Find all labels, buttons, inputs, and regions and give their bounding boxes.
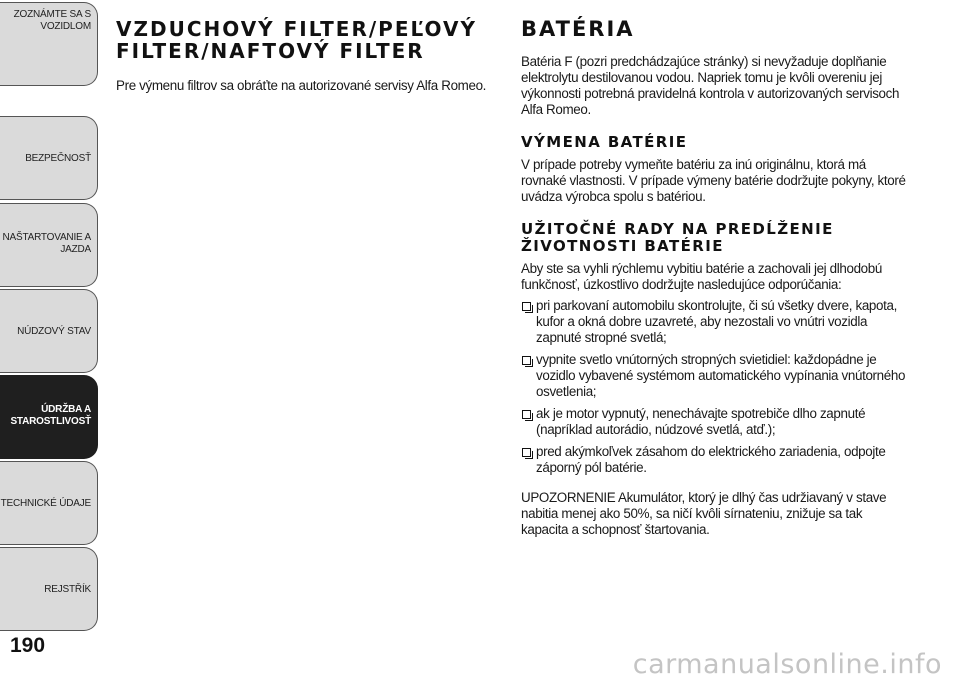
list-item-text: vypnite svetlo vnútorných stropných svietidiel: každopádne je vozidlo vybavené systémom automatického vypínania vnútorného osvetlenia; <box>536 352 906 399</box>
filter-heading: VZDUCHOVÝ FILTER/PEĽOVÝ FILTER/NAFTOVÝ FILTER <box>116 17 477 63</box>
tab-technical-data[interactable] <box>0 461 98 545</box>
watermark: carmanualsonline.info <box>632 649 942 680</box>
battery-tips-intro: Aby ste sa vyhli rýchlemu vybitiu batérie a zachovali jej dlhodobú funkčnosť, úzkostlivo dodržujte nasledujúce odporúčania: <box>521 261 882 292</box>
list-item <box>521 352 906 400</box>
list-item-text: ak je motor vypnutý, nenechávajte spotrebiče dlho zapnuté (napríklad autorádio, núdzové svetlá, atď.); <box>536 406 866 437</box>
tab-label: ÚDRŽBA A STAROSTLIVOSŤ <box>10 404 91 427</box>
battery-tips-heading: UŽITOČNÉ RADY NA PREDĹŽENIE ŽIVOTNOSTI BATÉRIE <box>521 220 834 255</box>
tab-label: ZOZNÁMTE SA S VOZIDLOM <box>13 9 91 32</box>
checkbox-bullet-icon <box>522 448 531 457</box>
left-column <box>116 18 490 94</box>
tab-label: TECHNICKÉ ÚDAJE <box>0 498 91 509</box>
checkbox-bullet-icon <box>522 356 531 365</box>
checkbox-bullet-icon <box>522 410 531 419</box>
list-item <box>521 406 906 438</box>
list-item <box>521 298 906 346</box>
checkbox-bullet-icon <box>522 302 531 311</box>
battery-intro: Batéria F (pozri predchádzajúce stránky) si nevyžaduje doplňanie elektrolytu destilovanou vodou. Napriek tomu je kvôli overeniu jej výkonnosti potrebná pravidelná kontrola v autorizovaných servisoch Alfa Romeo. <box>521 54 900 117</box>
right-column <box>521 18 906 538</box>
list-item-text: pri parkovaní automobilu skontrolujte, či sú všetky dvere, kapota, kufor a okná dobre uzavreté, aby nezostali vo vnútri vozidla zapnuté stropné svetlá; <box>536 298 897 345</box>
battery-tips-list <box>521 298 906 476</box>
tab-label: REJSTŘÍK <box>44 584 91 595</box>
tab-label: BEZPEČNOSŤ <box>25 153 91 164</box>
tab-label: NÚDZOVÝ STAV <box>17 326 91 337</box>
filter-text: Pre výmenu filtrov sa obráťte na autorizované servisy Alfa Romeo. <box>116 78 487 93</box>
list-item <box>521 444 906 476</box>
battery-replacement-heading: VÝMENA BATÉRIE <box>521 133 688 151</box>
tab-starting-driving[interactable] <box>0 203 98 287</box>
page-number: 190 <box>10 634 46 657</box>
tab-vehicle-intro[interactable] <box>0 2 98 86</box>
chapter-tabs <box>0 0 100 640</box>
tab-index[interactable] <box>0 547 98 631</box>
battery-replacement-text: V prípade potreby vymeňte batériu za inú originálnu, ktorá má rovnaké vlastnosti. V prípade výmeny batérie dodržujte pokyny, ktoré uvádza výrobca spolu s batériou. <box>521 157 906 204</box>
battery-heading: BATÉRIA <box>521 17 635 41</box>
tab-label: NAŠTARTOVANIE A JAZDA <box>2 232 91 255</box>
battery-warning-note: UPOZORNENIE Akumulátor, ktorý je dlhý čas udržiavaný v stave nabitia menej ako 50%, sa ničí kvôli sírnateniu, znižuje sa tak kapacita a schopnosť štartovania. <box>521 490 887 537</box>
list-item-text: pred akýmkoľvek zásahom do elektrického zariadenia, odpojte záporný pól batérie. <box>536 444 886 475</box>
tab-maintenance[interactable] <box>0 375 98 459</box>
tab-safety[interactable] <box>0 116 98 200</box>
tab-emergency[interactable] <box>0 289 98 373</box>
